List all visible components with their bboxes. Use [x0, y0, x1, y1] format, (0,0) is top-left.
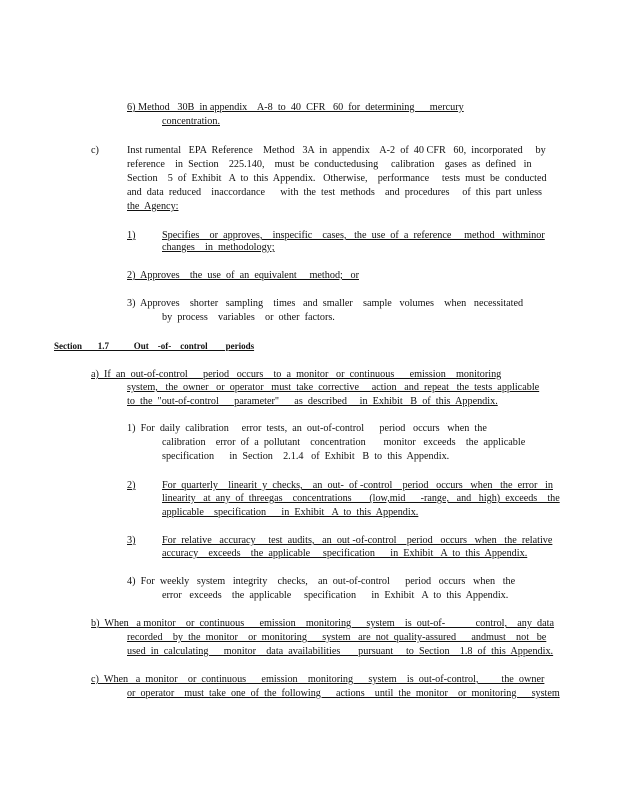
paragraph-c2-line-1: c) When a monitor or continuous emission monitoring system is out-of-control, the owner	[91, 674, 545, 685]
item-a3-number: 3)	[127, 535, 136, 546]
sub-item-2: 2) Approves the use of an equivalent method; or	[127, 270, 359, 281]
paragraph-a-line-2: system, the owner or operator must take corrective action and repeat the tests applicable	[127, 382, 540, 393]
section-heading: Section 1.7 Out -of- control periods	[54, 341, 255, 351]
paragraph-c-line-2: reference in Section 225.140, must be conductedusing calibration gases as defined in	[127, 159, 532, 170]
item-a1-line-2: calibration error of a pollutant concentration monitor exceeds the applicable	[162, 437, 526, 448]
sub-item-3-line-2: by process variables or other factors.	[162, 312, 335, 323]
item-a2-number: 2)	[127, 480, 136, 491]
sub-item-1-line-1: Specifies or approves, inspecific cases, the use of a reference method withminor	[162, 230, 545, 241]
sub-item-1-line-2: changes in methodology;	[162, 242, 275, 253]
paragraph-c2-line-2: or operator must take one of the following actions until the monitor or monitoring system	[127, 688, 560, 699]
paragraph-a-line-3: to the "out-of-control parameter" as described in Exhibit B of this Appendix.	[127, 396, 498, 407]
item-a3-line-2: accuracy exceeds the applicable specification in Exhibit A to this Appendix.	[162, 548, 528, 559]
item-a1-line-1: 1) For daily calibration error tests, an out-of-control period occurs when the	[127, 423, 487, 434]
item-6-line-2: concentration.	[162, 116, 220, 127]
paragraph-b-line-3: used in calculating monitor data availabilities pursuant to Section 1.8 of this Appendix.	[127, 646, 554, 657]
item-a1-line-3: specification in Section 2.1.4 of Exhibit B to this Appendix.	[162, 451, 450, 462]
item-a4-line-1: 4) For weekly system integrity checks, an out-of-control period occurs when the	[127, 576, 516, 587]
paragraph-c-line-5: the Agency:	[127, 201, 179, 212]
item-a2-line-1: For quarterly linearit y checks, an out- of -control period occurs when the error in	[162, 480, 553, 491]
paragraph-c-marker: c)	[91, 145, 99, 156]
paragraph-b-line-2: recorded by the monitor or monitoring system are not quality-assured andmust not be	[127, 632, 547, 643]
sub-item-1-number: 1)	[127, 230, 136, 241]
item-a2-line-3: applicable specification in Exhibit A to this Appendix.	[162, 507, 419, 518]
item-a4-line-2: error exceeds the applicable specification in Exhibit A to this Appendix.	[162, 590, 509, 601]
paragraph-c-line-3: Section 5 of Exhibit A to this Appendix. Otherwise, performance tests must be conducted	[127, 173, 547, 184]
paragraph-a-line-1: a) If an out-of-control period occurs to a monitor or continuous emission monitoring	[91, 369, 502, 380]
item-a2-line-2: linearity at any of threegas concentrations (low,mid -range, and high) exceeds the	[162, 493, 560, 504]
paragraph-c-line-1: Inst rumental EPA Reference Method 3A in appendix A-2 of 40 CFR 60, incorporated by	[127, 145, 546, 156]
sub-item-3-line-1: 3) Approves shorter sampling times and smaller sample volumes when necessitated	[127, 298, 524, 309]
paragraph-b-line-1: b) When a monitor or continuous emission monitoring system is out-of- control, any data	[91, 618, 555, 629]
item-6-line-1: 6) Method 30B in appendix A-8 to 40 CFR 60 for determining mercury	[127, 102, 464, 113]
paragraph-c-line-4: and data reduced inaccordance with the test methods and procedures of this part unless	[127, 187, 543, 198]
item-a3-line-1: For relative accuracy test audits, an out -of-control period occurs when the relative	[162, 535, 553, 546]
